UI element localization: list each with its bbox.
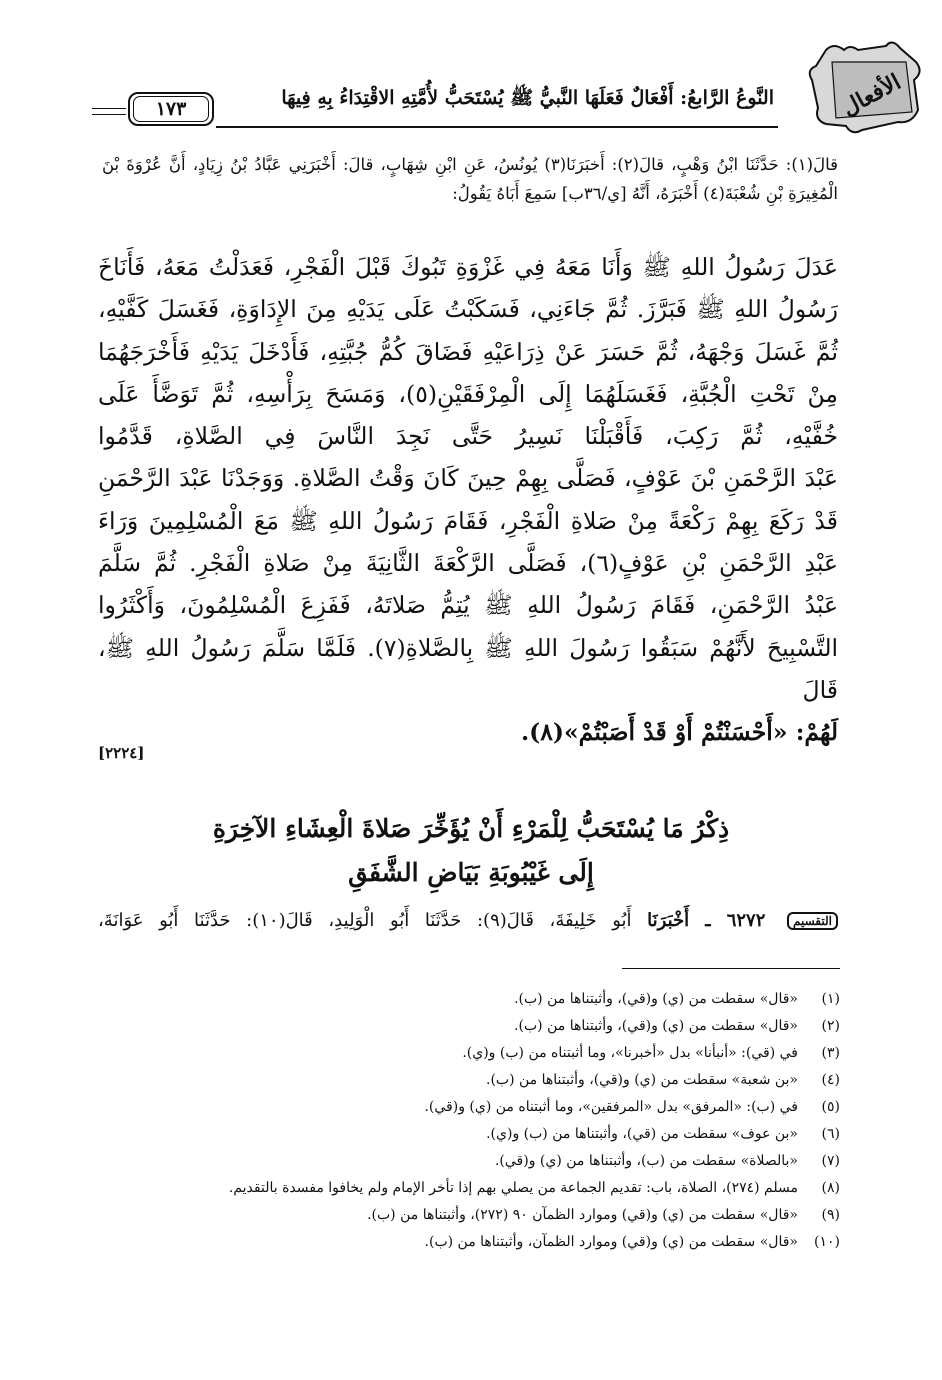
footnote-separator [622,968,840,969]
matn-line: عَبْدِ الرَّحْمَنِ بْنِ عَوْفٍ(٦)، فَصَلَّى الرَّكْعَةَ الثَّانِيَةَ مِنْ صَلاةِ الْفَجْرِ. ثُمَّ سَلَّمَ [98,549,838,578]
footnote-number: (١٠) [814,1234,840,1250]
section-heading-line-2: إِلَى غَيْبُوبَةِ بَيَاضِ الشَّفَقِ [348,858,594,887]
footnote-text: «بن عوف» سقطت من (قي)، وأثبتناها من (ب) و(ي). [486,1126,798,1142]
matn-line: عَبْدُ الرَّحْمَنِ، فَقَامَ رَسُولُ اللهِ ﷺ يُتِمُّ صَلاتَهُ، فَفَزِعَ الْمُسْلِمُونَ، وَأَكْثَرُوا [98,591,838,620]
page-number: ١٧٣ [133,96,209,122]
footnote-text: في (ب): «المرفق» بدل «المرفقين»، وما أثبتناه من (ي) و(قي). [424,1099,798,1115]
matn-line: خُفَّيْهِ، ثُمَّ رَكِبَ، فَأَقْبَلْنَا نَسِيرُ حَتَّى نَجِدَ النَّاسَ فِي الصَّلاةِ، قَدَّمُوا [98,422,838,451]
next-hadith-text: أَبُو خَلِيفَةَ، قَالَ(٩): حَدَّثَنَا أَبُو الْوَلِيدِ، قَالَ(١٠): حَدَّثَنَا أَبُو عَوَانَةَ، [98,910,632,931]
footnote-number: (١) [821,991,840,1007]
hadith-matn [98,246,838,754]
next-hadith-line [98,910,838,931]
left-rule-2 [92,114,126,115]
footnote-number: (٥) [821,1099,840,1115]
footnote-text: في (قي): «أنبأنا» بدل «أخبرنا»، وما أثبتناه من (ب) و(ي). [462,1045,798,1061]
matn-line: عَبْدَ الرَّحْمَنِ بْنَ عَوْفٍ، فَصَلَّى بِهِمْ حِينَ كَانَ وَقْتُ الصَّلاةِ. وَوَجَدْنَا عَبْدَ الرَّحْمَنِ [98,464,838,493]
footnote [98,1013,840,1040]
isnad-text: قالَ(١): حَدَّثَنَا ابْنُ وَهْبٍ، قالَ(٢): أَخبَرَنَا(٣) يُونُسُ، عَنِ ابْنِ شِهَابٍ، قالَ: أَخْبَرَنِي عَبَّادُ بْنُ زِيَادٍ، أَنَّ عُرْوَةَ بْنَ الْمُغِيرَةِ بْنِ شُعْبَةَ(٤) أَخْبَرَهُ، أَنَّهُ [ي/٣٦ب] سَمِعَ أَبَاهُ يَقُولُ: [102,155,839,203]
footnote-text: «قال» سقطت من (ي) و(قي)، وأثبتناها من (ب). [514,991,798,1007]
next-hadith-number: ٦٢٧٢ ـ أَخْبَرَنَا [647,910,766,931]
footnote-text: «بن شعبة» سقطت من (ي) و(قي)، وأثبتناها من (ب). [486,1072,798,1088]
matn-line: ثُمَّ غَسَلَ وَجْهَهُ، ثُمَّ حَسَرَ عَنْ ذِرَاعَيْهِ فَضَاقَ كُمُّ جُبَّتِهِ، فَأَدْخَلَ يَدَيْهِ فَأَخْرَجَهُمَا [98,337,838,366]
badge-label: الأفعال [837,68,906,122]
footnote [98,1040,840,1067]
footnote-text: مسلم (٢٧٤)، الصلاة، باب: تقديم الجماعة من يصلي بهم إذا تأخر الإمام ولم يخافوا مفسدة بالتقديم. [228,1180,798,1196]
left-rule-1 [92,108,126,109]
footnote [98,1229,840,1256]
taqasim-badge: التقسيم [787,912,838,930]
footnote-number: (٧) [821,1153,840,1169]
matn-line: لَهُمْ: «أَحْسَنْتُمْ أَوْ قَدْ أَصَبْتُمْ»(٨). [520,718,838,747]
footnote-text: «قال» سقطت من (ي) و(قي) وموارد الظمآن ٩٠ (٢٧٢)، وأثبتناها من (ب). [367,1207,798,1223]
footnote-number: (٢) [821,1018,840,1034]
chapter-puzzle-badge [766,40,924,134]
footnote [98,1121,840,1148]
footnote-text: «قال» سقطت من (ي) و(قي) وموارد الظمآن، وأثبتناها من (ب). [424,1234,798,1250]
footnote [98,1094,840,1121]
footnote [98,1202,840,1229]
footnote-number: (٣) [821,1045,840,1061]
hadith-number: [٢٢٢٤] [98,744,145,762]
footnote-text: «بالصلاة» سقطت من (ب)، وأثبتناها من (ي) و(قي). [494,1153,798,1169]
footnote-number: (٤) [821,1072,840,1088]
matn-line: عَدَلَ رَسُولُ اللهِ ﷺ وَأَنَا مَعَهُ فِي غَزْوَةِ تَبُوكَ قَبْلَ الْفَجْرِ، فَعَدَلْتُ مَعَهُ، فَأَنَاخَ [98,253,838,281]
footnote-number: (٨) [821,1180,840,1196]
section-heading-line-1: ذِكْرُ مَا يُسْتَحَبُّ لِلْمَرْءِ أَنْ يُؤَخِّرَ صَلاةَ الْعِشَاءِ الآخِرَةِ [212,814,730,843]
running-title: النَّوعُ الرَّابعُ: أَفْعَالٌ فَعَلَهَا النَّبيُّ ﷺ يُسْتَحَبُّ لأُمَّتِهِ الاقْتِدَاءُ بِهِ فِيهَا [281,87,774,109]
footnote-text: «قال» سقطت من (ي) و(قي)، وأثبتناها من (ب). [514,1018,798,1034]
footnote [98,1067,840,1094]
matn-line: التَّسْبِيحَ لأَنَّهُمْ سَبَقُوا رَسُولَ اللهِ ﷺ بِالصَّلاةِ(٧). فَلَمَّا سَلَّمَ رَسُولُ اللهِ ﷺ، قَالَ [98,633,839,704]
footnote-number: (٦) [821,1126,840,1142]
matn-line: مِنْ تَحْتِ الْجُبَّةِ، فَغَسَلَهُمَا إِلَى الْمِرْفَقَيْنِ(٥)، وَمَسَحَ بِرَأْسِهِ، ثُمَّ تَوَضَّأَ عَلَى [98,379,838,408]
footnote [98,986,840,1013]
footnote [98,1148,840,1175]
matn-line: قَدْ رَكَعَ بِهِمْ رَكْعَةً مِنْ صَلاةِ الْفَجْرِ، فَقَامَ رَسُولُ اللهِ ﷺ مَعَ الْمُسْلِمِينَ وَرَاءَ [98,506,838,535]
header-rule [216,126,778,128]
footnotes [98,986,840,1256]
footnote-number: (٩) [821,1207,840,1223]
matn-line: رَسُولُ اللهِ ﷺ فَبَرَّزَ. ثُمَّ جَاءَنِي، فَسَكَبْتُ عَلَى يَدَيْهِ مِنَ الإِدَاوَةِ، فَغَسَلَ كَفَّيْهِ، [98,295,838,324]
footnote [98,1175,840,1202]
